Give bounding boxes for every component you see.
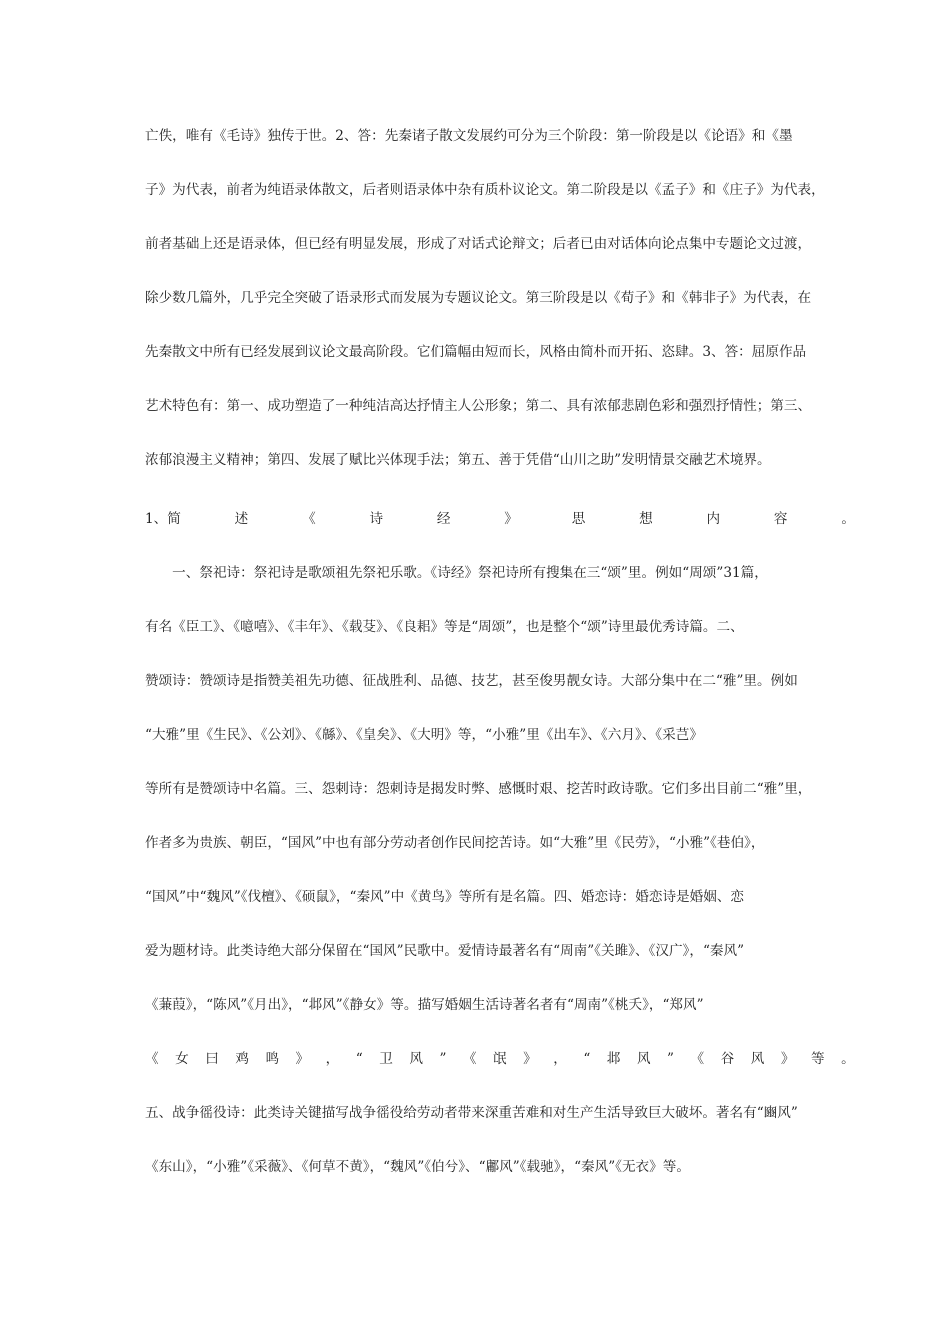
justified-char: 诗 <box>369 511 384 527</box>
justified-char: 。 <box>841 1051 855 1067</box>
justified-char: 述 <box>234 511 249 527</box>
text-line-11: 赞颂诗：赞颂诗是指赞美祖先功德、征战胜利、品德、技艺，甚至俊男靓女诗。大部分集中在二“雅”里。例如 <box>145 673 798 689</box>
text-line-13: 等所有是赞颂诗中名篇。三、怨刺诗：怨刺诗是揭发时弊、感慨时艰、挖苦时政诗歌。它们多出目前二“雅”里， <box>145 781 812 797</box>
section-heading <box>145 509 855 529</box>
justified-char: 邶 <box>606 1051 621 1067</box>
justified-char: ， <box>325 1051 340 1067</box>
text-line-17: 《蒹葭》，“陈风”《月出》，“邶风”《静女》等。描写婚姻生活诗著名者有“周南”《桃夭》，“郑风” <box>145 997 704 1013</box>
justified-char: 女 <box>175 1051 189 1067</box>
text-line-14: 作者多为贵族、朝臣，“国风”中也有部分劳动者创作民间挖苦诗。如“大雅”里《民劳》，“小雅”《巷伯》， <box>145 835 765 851</box>
justified-char: 《 <box>690 1051 705 1067</box>
text-line-15: “国风”中“魏风”《伐檀》、《硕鼠》，“秦风”中《黄鸟》等所有是名篇。四、婚恋诗：婚恋诗是婚姻、恋 <box>145 889 745 905</box>
justified-char: ” <box>667 1051 674 1067</box>
text-line-18-justified <box>145 1049 855 1069</box>
justified-char: 鸣 <box>265 1051 280 1067</box>
justified-char: 思 <box>571 511 586 527</box>
justified-char: ” <box>439 1051 447 1067</box>
text-line-7: 浓郁浪漫主义精神；第四、发展了赋比兴体现手法；第五、善于凭借“山川之助”发明情景交融艺术境界。 <box>145 452 771 468</box>
justified-char: “ <box>355 1051 363 1067</box>
justified-char: 风 <box>636 1051 651 1067</box>
justified-char: “ <box>583 1051 591 1067</box>
justified-char: 氓 <box>493 1051 507 1067</box>
justified-char: 容 <box>773 511 788 527</box>
text-line-19: 五、战争徭役诗：此类诗关键描写战争徭役给劳动者带来深重苦难和对生产生活导致巨大破坏。著名有“豳风” <box>145 1105 798 1121</box>
justified-char: 》 <box>780 1051 795 1067</box>
justified-char: 》 <box>295 1051 310 1067</box>
justified-char: 《 <box>462 1051 477 1067</box>
justified-char: 卫 <box>379 1051 393 1067</box>
text-line-1: 亡佚，唯有《毛诗》独传于世。2、答：先秦诸子散文发展约可分为三个阶段：第一阶段是以《论语》和《墨 <box>145 128 793 144</box>
text-line-9: 一、祭祀诗：祭祀诗是歌颂祖先祭祀乐歌。《诗经》祭祀诗所有搜集在三“颂”里。例如“周颂”31篇， <box>145 565 768 581</box>
justified-char: 内 <box>706 511 721 527</box>
justified-char: 《 <box>302 511 316 527</box>
justified-char: 曰 <box>205 1051 219 1067</box>
justified-char: 》 <box>504 511 518 527</box>
text-line-2: 子》为代表，前者为纯语录体散文，后者则语录体中杂有质朴议论文。第二阶段是以《孟子》和《庄子》为代表， <box>145 182 825 198</box>
text-line-3: 前者基础上还是语录体，但已经有明显发展，形成了对话式论辩文；后者已由对话体向论点集中专题论文过渡， <box>145 236 812 252</box>
text-line-5: 先秦散文中所有已经发展到议论文最高阶段。它们篇幅由短而长，风格由简朴而开拓、恣肆。3、答：屈原作品 <box>145 344 807 360</box>
justified-char: 谷 <box>720 1051 735 1067</box>
text-line-6: 艺术特色有：第一、成功塑造了一种纯洁高达抒情主人公形象；第二、具有浓郁悲剧色彩和强烈抒情性；第三、 <box>145 398 812 414</box>
justified-char: 想 <box>639 511 653 527</box>
justified-char: 经 <box>436 511 451 527</box>
justified-char: 风 <box>750 1051 765 1067</box>
justified-char: 。 <box>841 511 855 527</box>
text-line-20: 《东山》，“小雅”《采薇》、《何草不黄》，“魏风”《伯兮》、“鄘风”《载驰》，“秦风”《无衣》等。 <box>145 1159 690 1175</box>
justified-char: ， <box>553 1051 567 1067</box>
justified-char: 鸡 <box>235 1051 249 1067</box>
justified-char: 1、简 <box>145 511 181 527</box>
justified-char: 》 <box>523 1051 537 1067</box>
justified-char: 等 <box>810 1051 825 1067</box>
text-line-12: “大雅”里《生民》、《公刘》、《緜》、《皇矣》、《大明》等，“小雅”里《出车》、《六月》、《采芑》 <box>145 727 703 743</box>
text-line-16: 爱为题材诗。此类诗绝大部分保留在“国风”民歌中。爱情诗最著名有“周南”《关雎》、《汉广》，“秦风” <box>145 943 745 959</box>
justified-char: 风 <box>409 1051 423 1067</box>
justified-char: 《 <box>145 1051 159 1067</box>
text-line-10: 有名《臣工》、《噫嘻》、《丰年》、《载芟》、《良耜》等是“周颂”，也是整个“颂”诗里最优秀诗篇。二、 <box>145 619 744 635</box>
text-line-4: 除少数几篇外，几乎完全突破了语录形式而发展为专题议论文。第三阶段是以《荀子》和《韩非子》为代表，在 <box>145 290 812 306</box>
